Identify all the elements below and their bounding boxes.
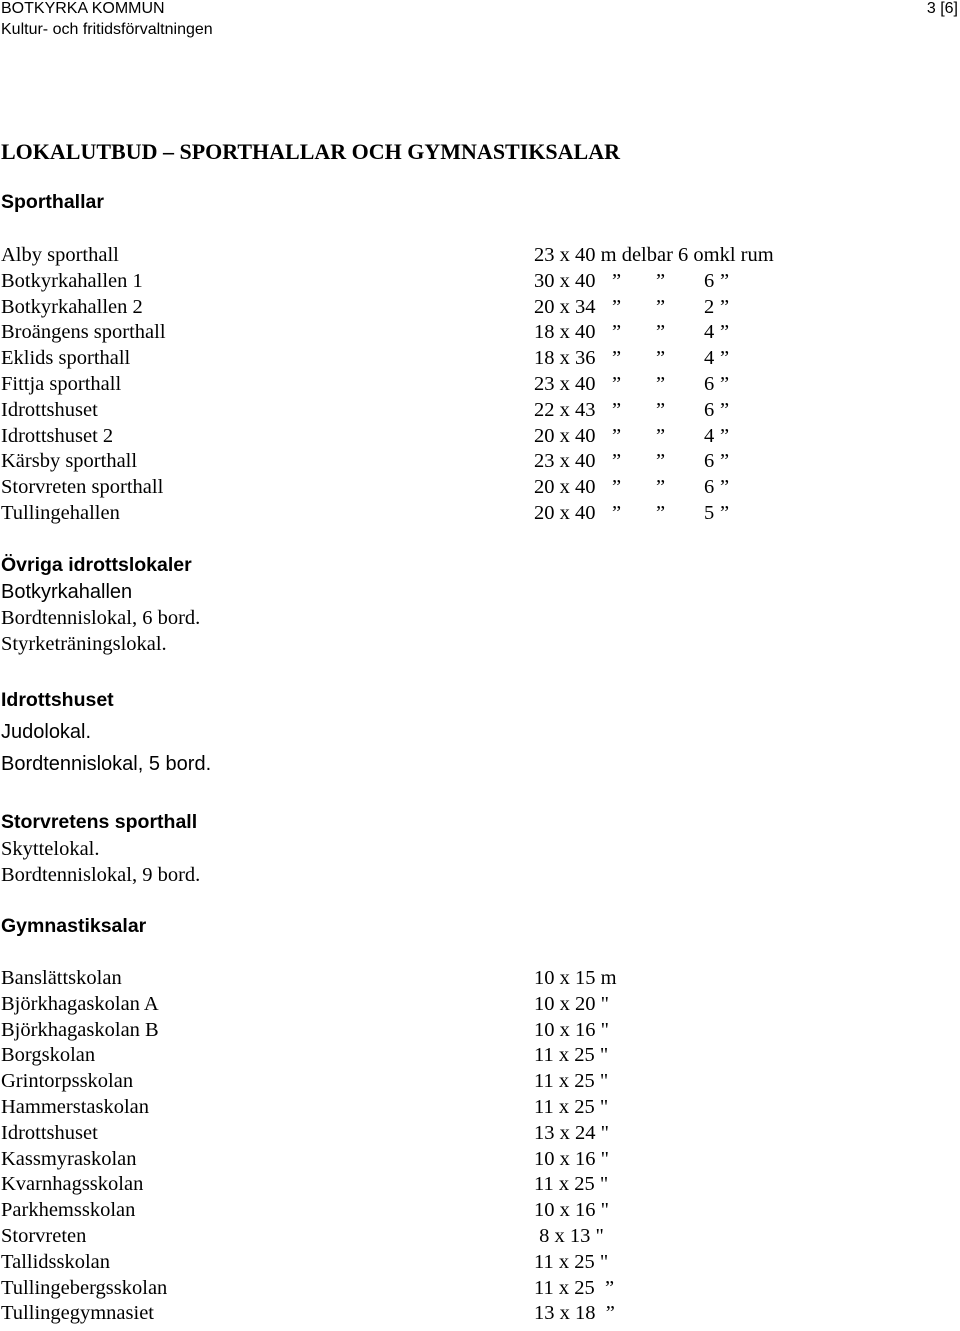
ditto-mark: ”	[720, 450, 730, 473]
hall-courts: 4	[704, 424, 715, 447]
hall-courts: 4	[704, 321, 715, 344]
gym-name: Hammerstaskolan	[1, 1096, 150, 1118]
list-item: Skyttelokal.	[1, 838, 100, 860]
gym-name: Storvreten	[1, 1225, 87, 1247]
hall-courts: 4	[704, 347, 715, 370]
ditto-mark: ”	[612, 295, 622, 318]
ditto-mark: ”	[720, 373, 730, 395]
hall-size: 30 x 40	[534, 269, 596, 292]
subsection-botkyrkahallen: Botkyrkahallen	[1, 581, 133, 603]
hall-courts: 6	[704, 450, 715, 473]
hall-courts: 6	[704, 476, 715, 499]
gym-name: Tullingegymnasiet	[1, 1302, 154, 1325]
gym-name: Grintorpsskolan	[1, 1070, 134, 1093]
ditto-mark: ”	[720, 424, 730, 447]
list-item: Judolokal.	[1, 721, 92, 743]
hall-name: Tullingehallen	[1, 502, 120, 524]
list-item: Bordtennislokal, 9 bord.	[1, 864, 201, 886]
ditto-mark: ”	[720, 476, 730, 499]
gym-name: Parkhemsskolan	[1, 1199, 136, 1222]
hall-name: Storvreten sporthall	[1, 476, 164, 499]
ditto-mark: ”	[656, 502, 666, 524]
hall-name: Idrottshuset	[1, 398, 98, 421]
subsection-storvretens: Storvretens sporthall	[1, 811, 198, 833]
hall-name: Broängens sporthall	[1, 321, 166, 344]
ditto-mark: ”	[656, 321, 666, 344]
ditto-mark: ”	[612, 373, 622, 395]
page-number: 3 [6]	[926, 0, 958, 17]
ditto-mark: ”	[612, 269, 622, 292]
ditto-mark: ”	[656, 269, 666, 292]
hall-courts: 6	[704, 373, 715, 395]
list-item: Styrketräningslokal.	[1, 633, 167, 655]
hall-courts: 6	[704, 398, 715, 421]
ditto-mark: ”	[656, 295, 666, 318]
subsection-idrottshuset: Idrottshuset	[1, 689, 114, 711]
hall-size: 20 x 34	[534, 295, 596, 318]
ditto-mark: ”	[612, 476, 622, 499]
header-org: BOTKYRKA KOMMUN	[1, 0, 165, 17]
ditto-mark: ”	[656, 450, 666, 473]
section-heading-ovriga: Övriga idrottslokaler	[1, 554, 192, 576]
hall-size: 20 x 40	[534, 476, 596, 499]
ditto-mark: ”	[612, 502, 622, 524]
gym-name: Idrottshuset	[1, 1121, 98, 1144]
ditto-mark: ”	[612, 321, 622, 344]
gym-size: 8 x 13 "	[534, 1225, 604, 1247]
gym-size: 13 x 24 "	[534, 1121, 609, 1144]
ditto-mark: ”	[720, 269, 730, 292]
ditto-mark: ”	[656, 373, 666, 395]
ditto-mark: ”	[656, 398, 666, 421]
gym-size: 11 x 25 "	[534, 1096, 609, 1118]
gym-name: Kassmyraskolan	[1, 1147, 137, 1170]
section-heading-gymnastiksalar: Gymnastiksalar	[1, 915, 147, 937]
ditto-mark: ”	[720, 502, 730, 524]
hall-name: Idrottshuset 2	[1, 424, 114, 447]
ditto-mark: ”	[612, 450, 622, 473]
section-heading-sporthallar: Sporthallar	[1, 191, 104, 213]
hall-courts: 2	[704, 295, 715, 318]
gym-name: Björkhagaskolan A	[1, 992, 159, 1015]
gym-size: 11 x 25 "	[534, 1070, 609, 1093]
ditto-mark: ”	[612, 424, 622, 447]
hall-size: 20 x 40	[534, 502, 596, 524]
gym-name: Tullingebergsskolan	[1, 1276, 168, 1299]
list-item: Bordtennislokal, 6 bord.	[1, 607, 201, 629]
gym-size: 10 x 16 "	[534, 1147, 609, 1170]
gym-size: 11 x 25 "	[534, 1173, 609, 1196]
gym-name: Kvarnhagsskolan	[1, 1173, 144, 1196]
gym-name: Björkhagaskolan B	[1, 1018, 159, 1041]
page-title: LOKALUTBUD – SPORTHALLAR OCH GYMNASTIKSALAR	[1, 139, 620, 164]
hall-size: 23 x 40	[534, 373, 596, 395]
hall-courts: 5	[704, 502, 715, 524]
gym-size: 10 x 15 m	[534, 967, 617, 989]
ditto-mark: ”	[612, 347, 622, 370]
gym-size: 11 x 25 "	[534, 1044, 609, 1067]
gym-size: 11 x 25 ”	[534, 1276, 615, 1299]
gym-name: Tallidsskolan	[1, 1250, 111, 1273]
gym-size: 13 x 18 ”	[534, 1302, 615, 1325]
hall-size: 18 x 36	[534, 347, 596, 370]
hall-size: 23 x 40 m delbar 6 omkl rum	[534, 244, 774, 266]
hall-name: Eklids sporthall	[1, 347, 131, 370]
ditto-mark: ”	[720, 321, 730, 344]
gym-size: 10 x 20 "	[534, 992, 609, 1015]
list-item: Bordtennislokal, 5 bord.	[1, 753, 212, 775]
header-dept: Kultur- och fritidsförvaltningen	[1, 21, 213, 38]
ditto-mark: ”	[656, 424, 666, 447]
gym-size: 10 x 16 "	[534, 1199, 609, 1222]
hall-name: Kärsby sporthall	[1, 450, 138, 473]
ditto-mark: ”	[656, 347, 666, 370]
hall-name: Alby sporthall	[1, 244, 119, 266]
hall-size: 18 x 40	[534, 321, 596, 344]
hall-name: Botkyrkahallen 2	[1, 295, 143, 318]
ditto-mark: ”	[720, 398, 730, 421]
ditto-mark: ”	[720, 295, 730, 318]
ditto-mark: ”	[720, 347, 730, 370]
hall-size: 20 x 40	[534, 424, 596, 447]
hall-name: Botkyrkahallen 1	[1, 269, 143, 292]
hall-size: 22 x 43	[534, 398, 596, 421]
hall-courts: 6	[704, 269, 715, 292]
ditto-mark: ”	[656, 476, 666, 499]
gym-size: 10 x 16 "	[534, 1018, 609, 1041]
hall-size: 23 x 40	[534, 450, 596, 473]
gym-name: Banslättskolan	[1, 967, 122, 989]
gym-name: Borgskolan	[1, 1044, 96, 1067]
gym-size: 11 x 25 "	[534, 1250, 609, 1273]
hall-name: Fittja sporthall	[1, 373, 122, 395]
ditto-mark: ”	[612, 398, 622, 421]
